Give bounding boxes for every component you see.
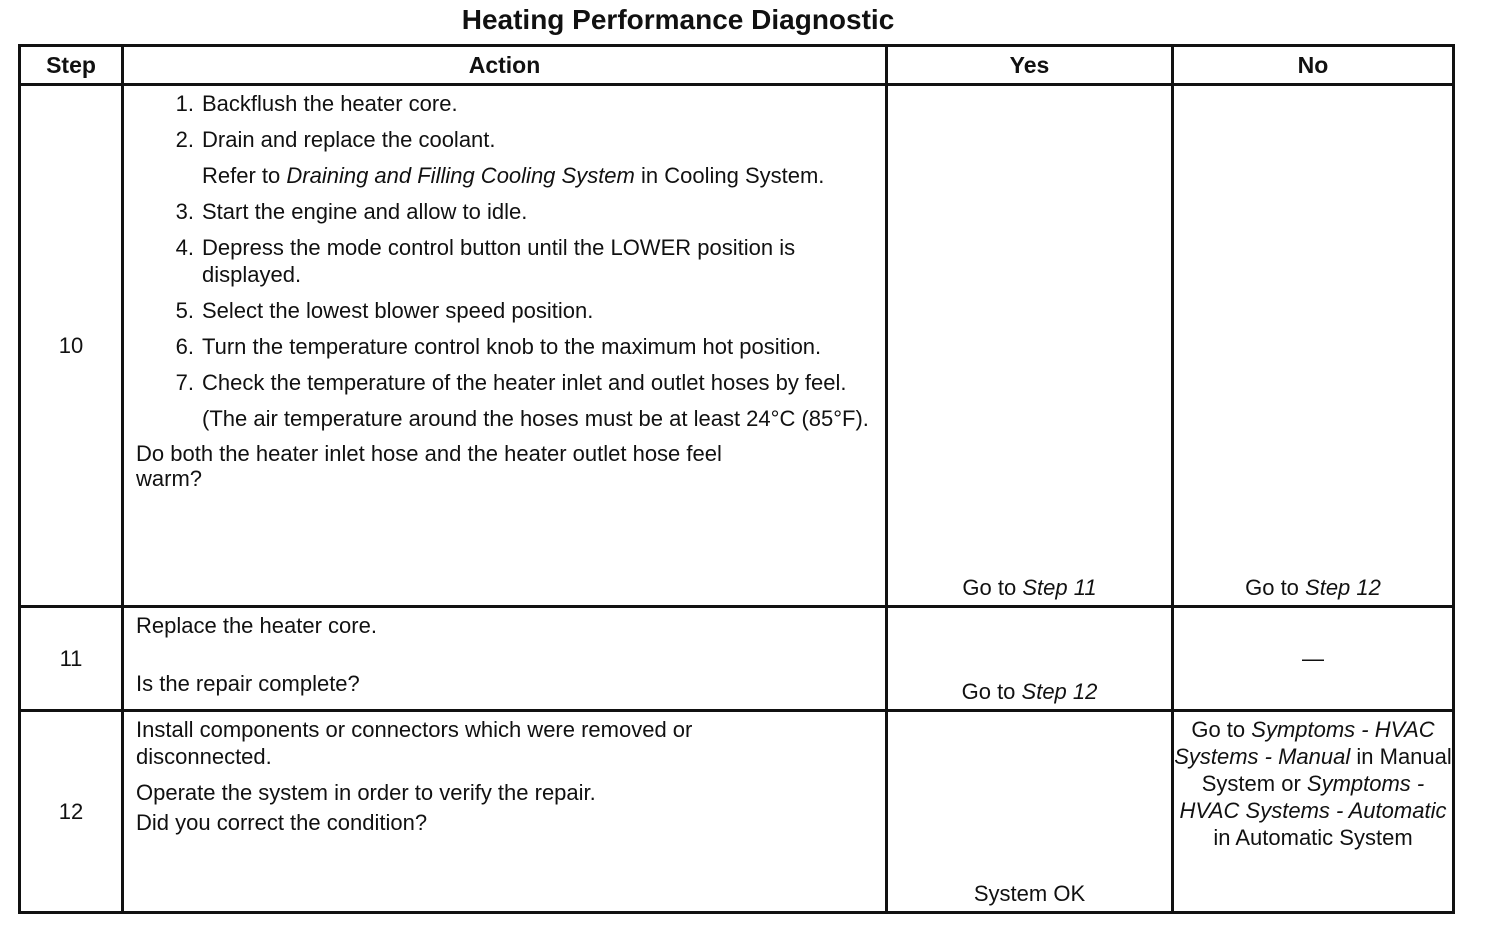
question-text: Is the repair complete?	[136, 671, 360, 696]
header-step: Step	[20, 46, 123, 85]
list-item: 1. Backflush the heater core.	[175, 91, 458, 116]
header-yes: Yes	[887, 46, 1173, 85]
step-number: 11	[20, 607, 123, 711]
step-link[interactable]: Step 12	[1021, 679, 1098, 704]
reference-link: Draining and Filling Cooling System	[286, 163, 635, 188]
step-number: 12	[20, 711, 123, 913]
reference-note: Refer to Draining and Filling Cooling System in Cooling System.	[202, 163, 825, 188]
diagnostic-table	[18, 44, 1455, 914]
action-text: Operate the system in order to verify the repair.	[136, 780, 596, 805]
step-number: 10	[20, 85, 123, 607]
list-item: 2. Drain and replace the coolant. Refer to Draining and Filling Cooling System in Cooling System.	[136, 126, 877, 189]
list-item: 5. Select the lowest blower speed position.	[175, 298, 594, 323]
header-action: Action	[123, 46, 887, 85]
action-text: Replace the heater core.	[136, 613, 377, 638]
action-cell	[123, 607, 887, 711]
yes-cell: System OK	[887, 711, 1173, 913]
header-row	[20, 46, 1454, 85]
yes-cell: Go to Step 12	[887, 607, 1173, 711]
list-item: 3. Start the engine and allow to idle.	[175, 199, 528, 224]
question-text: Did you correct the condition?	[136, 810, 428, 835]
table-row	[20, 711, 1454, 913]
no-cell: Go to Symptoms - HVAC Systems - Manual in Manual System or Symptoms - HVAC Systems - Automatic in Automatic System	[1173, 711, 1454, 913]
list-item: 7. Check the temperature of the heater inlet and outlet hoses by feel. (The air temperature around the hoses must be at least 24°C (85°F).	[136, 369, 877, 432]
step-link[interactable]: Step 11	[1022, 575, 1097, 600]
no-cell	[1173, 607, 1454, 711]
action-steps	[136, 90, 877, 432]
table-row	[20, 85, 1454, 607]
no-action-dash: —	[1302, 646, 1324, 671]
reference-link[interactable]: Symptoms - HVAC Systems - Automatic	[1179, 771, 1447, 823]
list-item: 6. Turn the temperature control knob to the maximum hot position.	[175, 334, 822, 359]
action-text: Install components or connectors which were removed or disconnected.	[136, 717, 693, 769]
action-cell	[123, 711, 887, 913]
step-link[interactable]: Step 12	[1305, 575, 1381, 600]
yes-cell: Go to Step 11	[887, 85, 1173, 607]
temperature-note: (The air temperature around the hoses must be at least 24°C (85°F).	[202, 406, 869, 431]
page-title: Heating Performance Diagnostic	[461, 4, 895, 35]
question-text: Do both the heater inlet hose and the heater outlet hose feel warm?	[136, 441, 722, 491]
no-cell: Go to Step 12	[1173, 85, 1454, 607]
table-row	[20, 607, 1454, 711]
reference-link[interactable]: Symptoms - HVAC Systems - Manual	[1174, 717, 1435, 769]
action-cell	[123, 85, 887, 607]
header-no: No	[1173, 46, 1454, 85]
list-item: 4. Depress the mode control button until the LOWER position is displayed.	[175, 235, 796, 287]
